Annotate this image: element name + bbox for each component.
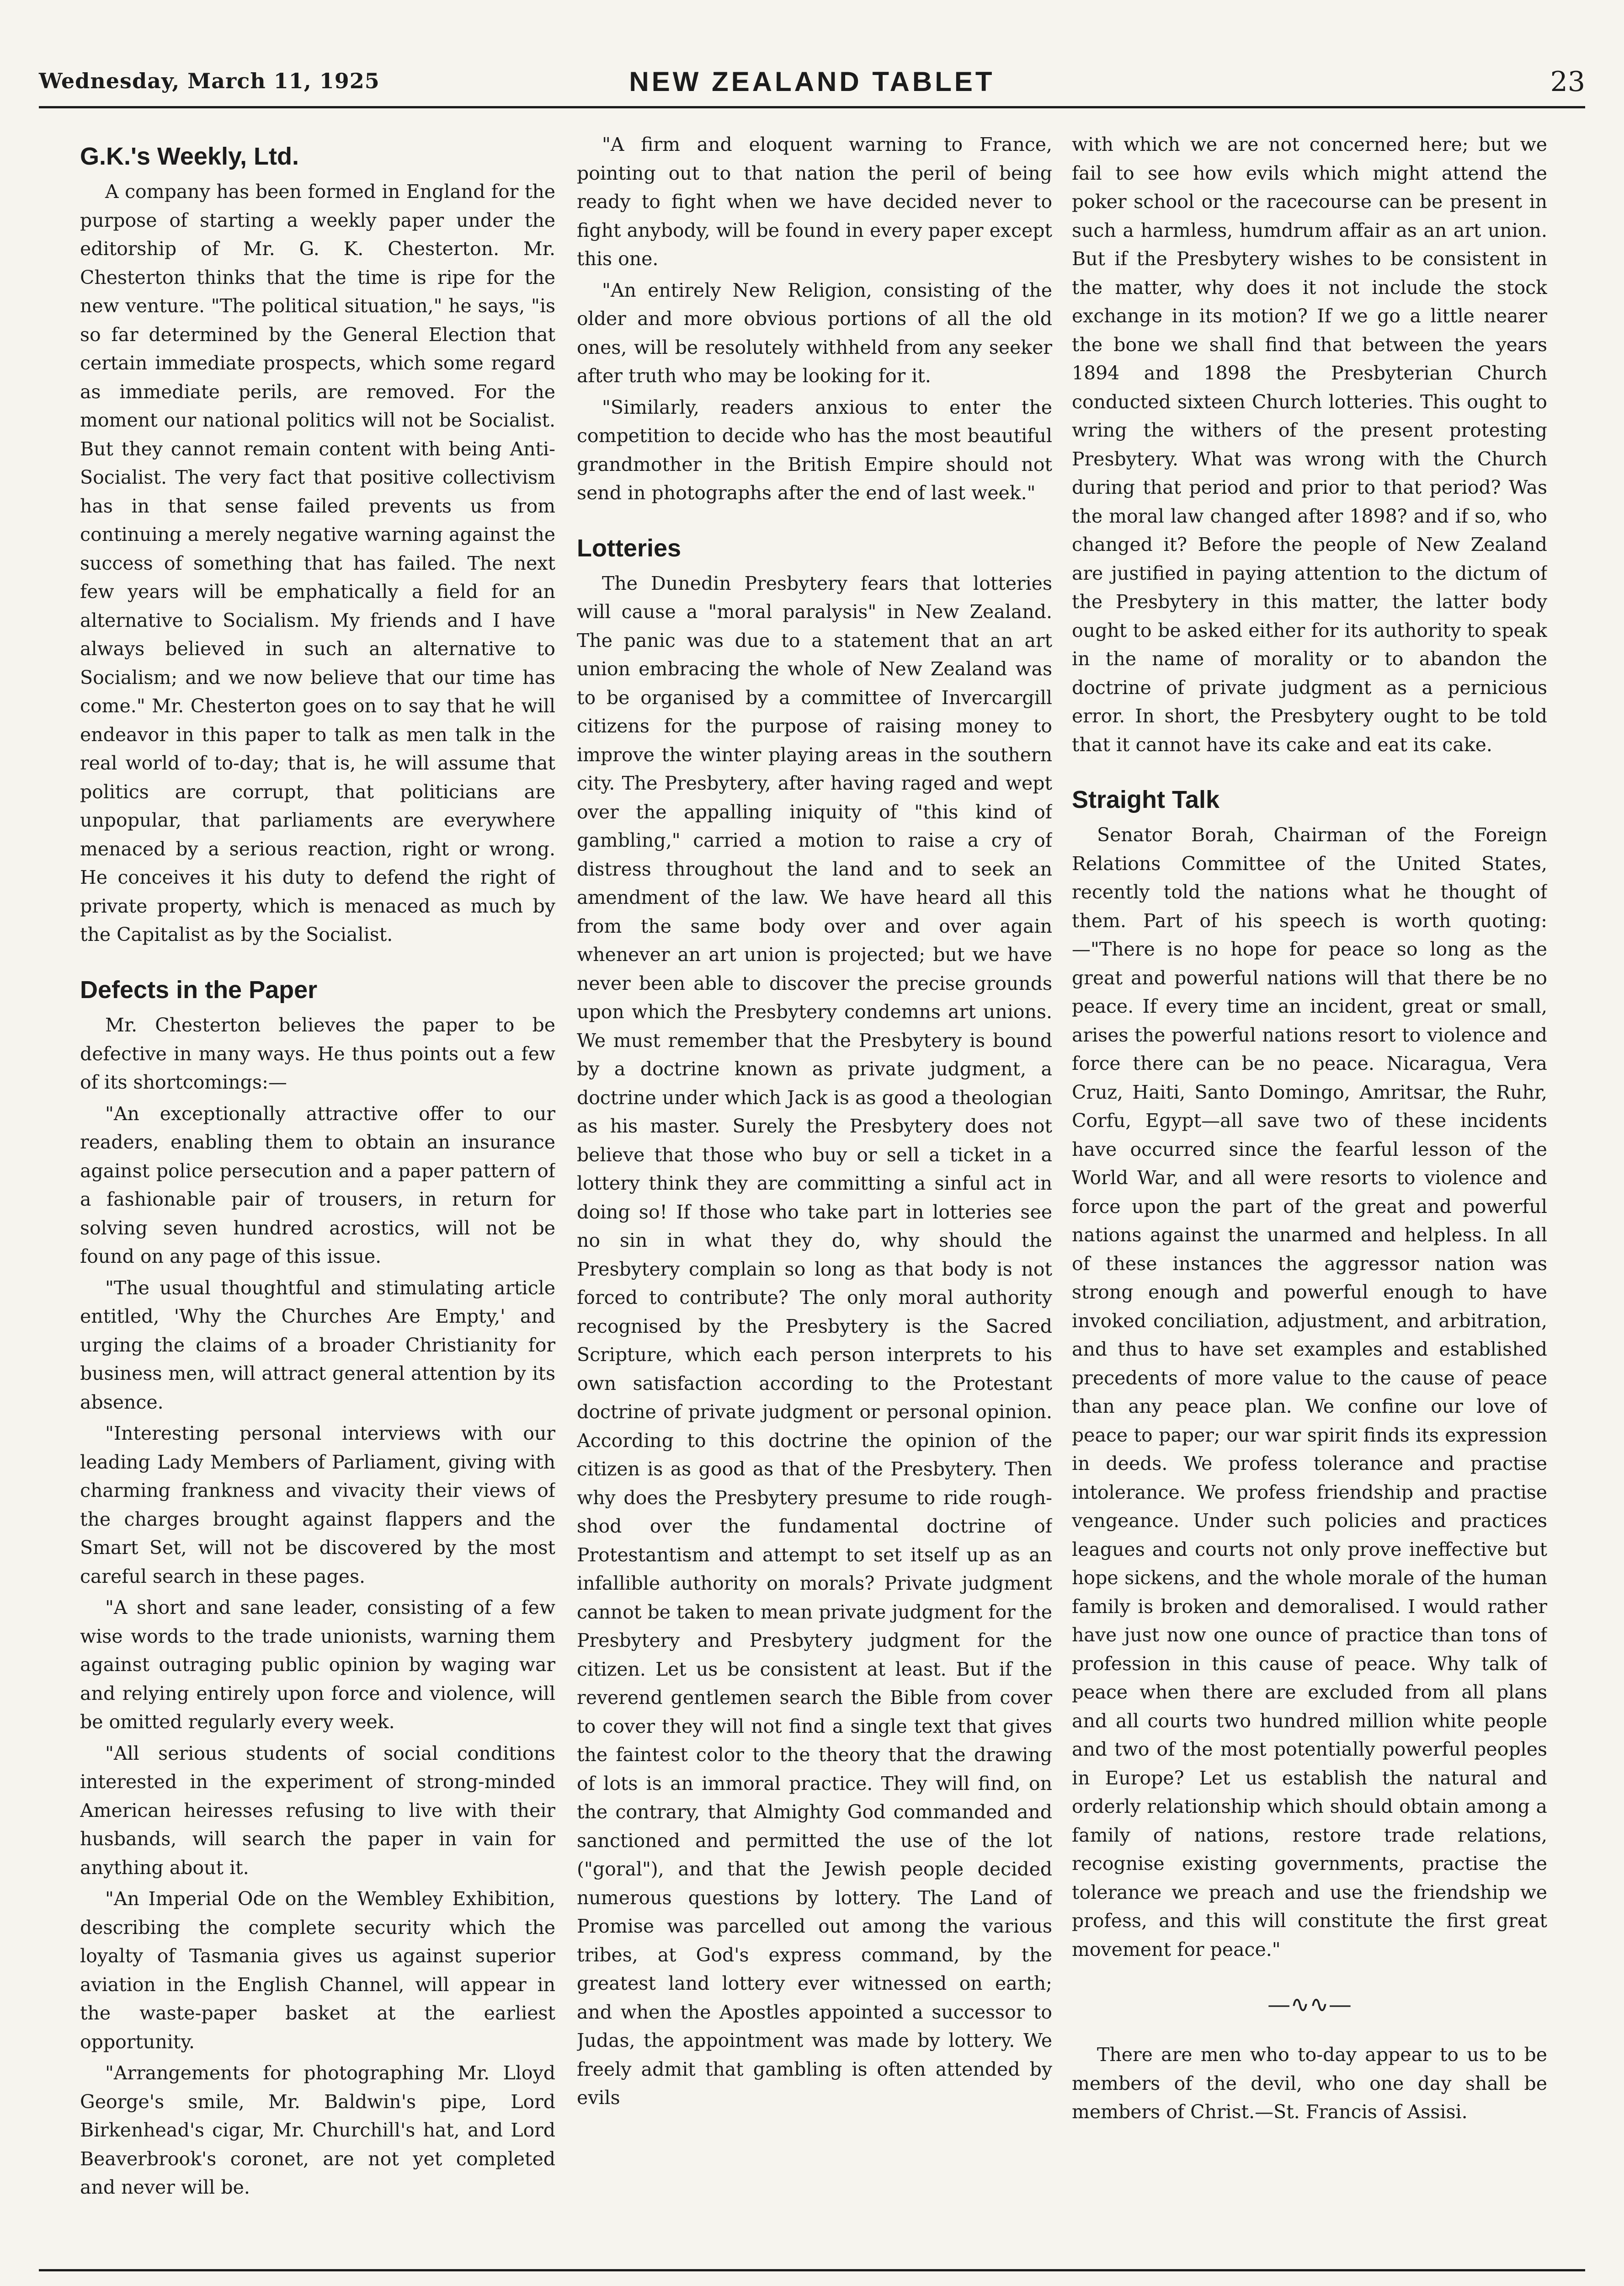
paragraph: "The usual thoughtful and stimulating article entitled, 'Why the Churches Are Empty,' and urging the claims of a broader Christianity for business men, will attract general attention by its absence.: [80, 1277, 555, 1413]
heading-lotteries: Lotteries: [577, 534, 682, 562]
paragraph: "An entirely New Religion, consisting of the older and more obvious portions of all the old ones, will be resolutely withheld from any seeker after truth who may be looking for it.: [577, 279, 1052, 387]
paragraph: Senator Borah, Chairman of the Foreign Relations Committee of the United States, recently told the nations what he thought of them. Part of his speech is worth quoting:—"There is no hope for peace so long as the great and powerful nations will that there be no peace. If every time an incident, great or small, arises the powerful nations resort to violence and force there can be no peace. Nicaragua, Vera Cruz, Haiti, Santo Domingo, Amritsar, the Ruhr, Corfu, Egypt—all save two of these incidents have occurred since the fearful lesson of the World War, and all were resorts to violence and force upon the part of the great and powerful nations against the unarmed and helpless. In all of these instances the aggressor nation was strong enough and powerful enough to have invoked conciliation, adjustment, and arbitration, and thus to have set examples and established precedents of more value to the cause of peace than any peace plan. We confine our love of peace to paper; our war spirit finds its expression in deeds. We profess tolerance and practise intolerance. We profess friendship and practise vengeance. Under such policies and practices leagues and courts not only prove ineffective but hope sickens, and the whole morale of the human family is broken and demoralised. I would rather have just now one ounce of practice than tons of profession in this cause of peace. Why talk of peace when there are excluded from all plans and all courts two hundred million white people and two of the most potentially powerful peoples in Europe? Let us establish the natural and orderly relationship which should obtain among a family of nations, restore trade relations, recognise existing governments, practise the tolerance we preach and use the friendship we profess, and this will constitute the first great movement for peace.": [1072, 824, 1547, 1960]
paragraph: with which we are not concerned here; but we fail to see how evils which might attend the poker school or the racecourse can be present in such a harmless, humdrum affair as an art union. But if the Presbytery wishes to be consistent in the matter, why does it not include the stock exchange in its motion? If we go a little nearer the bone we shall find that between the years 1894 and 1898 the Presbyterian Church conducted sixteen Church lotteries. This ought to wring the withers of the present protesting Presbytery. What was wrong with the Church during that period and prior to that period? Was the moral law changed after 1898? and if so, who changed it? Before the people of New Zealand are justified in paying attention to the dictum of the Presbytery in this matter, the latter body ought to be asked either for its authority to speak in the name of morality or to abandon the doctrine of private judgment as a pernicious error. In short, the Presbytery ought to be told that it cannot have its cake and eat its cake.: [1072, 134, 1547, 756]
paragraph: Mr. Chesterton believes the paper to be defective in many ways. He thus points out a few of its shortcomings:—: [80, 1014, 555, 1094]
paragraph: A company has been formed in England for the purpose of starting a weekly paper under the editorship of Mr. G. K. Chesterton. Mr. Chesterton thinks that the time is ripe for the new venture. "The political situation," he says, "is so far determined by the General Election that certain immediate prospects, which some regard as immediate perils, are removed. For the moment our national politics will not be Socialist. But they cannot remain content with being Anti-Socialist. The very fact that positive collectivism has in that sense failed prevents us from continuing a merely negative warning against the success of something that has failed. The next few years will be emphatically a field for an alternative to Socialism. My friends and I have always believed in such an alternative to Socialism; and we now believe that our time has come." Mr. Chesterton goes on to say that he will endeavor in this paper to talk as men talk in the real world of to-day; that is, he will assume that politics are corrupt, that politicians are unpopular, that parliaments are everywhere menaced by a serious reaction, right or wrong. He conceives it his duty to defend the right of private property, which is menaced as much by the Capitalist as by the Socialist.: [80, 181, 555, 946]
paragraph: "A short and sane leader, consisting of a few wise words to the trade unionists, warning them against outraging public opinion by waging war and relying entirely upon force and violence, will be omitted regularly every week.: [80, 1597, 555, 1733]
column-1: [80, 130, 555, 2261]
heading-straight-talk: Straight Talk: [1072, 786, 1220, 813]
header-rule: [39, 106, 1585, 108]
column-2: [577, 130, 1052, 2261]
masthead-title: NEW ZEALAND TABLET: [629, 66, 995, 97]
paragraph: The Dunedin Presbytery fears that lotteries will cause a "moral paralysis" in New Zealand. The panic was due to a statement that an art union embracing the whole of New Zealand was to be organised by a committee of Invercargill citizens for the purpose of raising money to improve the winter playing areas in the southern city. The Presbytery, after having raged and wept over the appalling iniquity of "this kind of gambling," carried a motion to raise a cry of distress throughout the land and to seek an amendment of the law. We have heard all this from the same body over and over again whenever an art union is projected; but we have never been able to discover the precise grounds upon which the Presbytery condemns art unions. We must remember that the Presbytery is bound by a doctrine known as private judgment, a doctrine under which Jack is as good a theologian as his master. Surely the Presbytery does not believe that those who buy or sell a ticket in a lottery think they are committing a sinful act in doing so! If those who take part in lotteries see no sin in what they do, why should the Presbytery complain so long as that body is not forced to contribute? The only moral authority recognised by the Presbytery is the Sacred Scripture, which each person interprets to his own satisfaction according to the Protestant doctrine of private judgment or personal opinion. According to this doctrine the opinion of the citizen is as good as that of the Presbytery. Then why does the Presbytery presume to ride rough-shod over the fundamental doctrine of Protestantism and attempt to set itself up as an infallible authority on morals? Private judgment cannot be taken to mean private judgment for the Presbytery and Presbytery judgment for the citizen. Let us be consistent at least. But if the reverend gentlemen search the Bible from cover to cover they will not find a single text that gives the faintest color to the theory that the drawing of lots is an immoral practice. They will find, on the contrary, that Almighty God commanded and sanctioned and permitted the use of the lot ("goral"), and that the Jewish people decided numerous questions by lottery. The Land of Promise was parcelled out among the various tribes, at God's express command, by the greatest land lottery ever witnessed on earth; and when the Apostles appointed a successor to Judas, the appointment was made by lottery. We freely admit that gambling is often attended by evils: [577, 572, 1052, 2109]
ornament-divider: —∿∿—: [1267, 1991, 1352, 2018]
heading-defects: Defects in the Paper: [80, 976, 318, 1004]
column-3: [1072, 130, 1547, 2261]
paragraph: "All serious students of social conditions interested in the experiment of strong-minded American heiresses refusing to live with their husbands, will search the paper in vain for anything about it.: [80, 1742, 555, 1879]
paragraph: "Similarly, readers anxious to enter the competition to decide who has the most beautiful grandmother in the British Empire should not send in photographs after the end of last week.": [577, 396, 1052, 504]
paragraph: "Interesting personal interviews with our leading Lady Members of Parliament, giving with charming frankness and vivacity their views of the charges brought against flappers and the Smart Set, will not be discovered by the most careful search in these pages.: [80, 1422, 555, 1587]
paragraph: "Arrangements for photographing Mr. Lloyd George's smile, Mr. Baldwin's pipe, Lord Birkenhead's cigar, Mr. Churchill's hat, and Lord Beaverbrook's coronet, are not yet completed and never will be.: [80, 2062, 555, 2199]
paragraph: "An exceptionally attractive offer to our readers, enabling them to obtain an insurance against police persecution and a paper pattern of a fashionable pair of trousers, in return for solving seven hundred acrostics, will not be found on any page of this issue.: [80, 1102, 555, 1268]
heading-gk-weekly: G.K.'s Weekly, Ltd.: [80, 143, 299, 170]
footer-rule: [39, 2269, 1585, 2271]
page-header: [39, 66, 1585, 105]
issue-date: Wednesday, March 11, 1925: [39, 69, 380, 93]
paragraph: "An Imperial Ode on the Wembley Exhibition, describing the complete security which the loyalty of Tasmania gives us against superior aviation in the English Channel, will appear in the waste-paper basket at the earliest opportunity.: [80, 1888, 555, 2053]
paragraph: "A firm and eloquent warning to France, pointing out to that nation the peril of being ready to fight when we have decided never to fight anybody, will be found in every paper except this one.: [577, 134, 1052, 270]
quote-st-francis: There are men who to-day appear to us to be members of the devil, who one day shall be members of Christ.—St. Francis of Assisi.: [1072, 2044, 1547, 2123]
page-number: 23: [1550, 66, 1585, 98]
